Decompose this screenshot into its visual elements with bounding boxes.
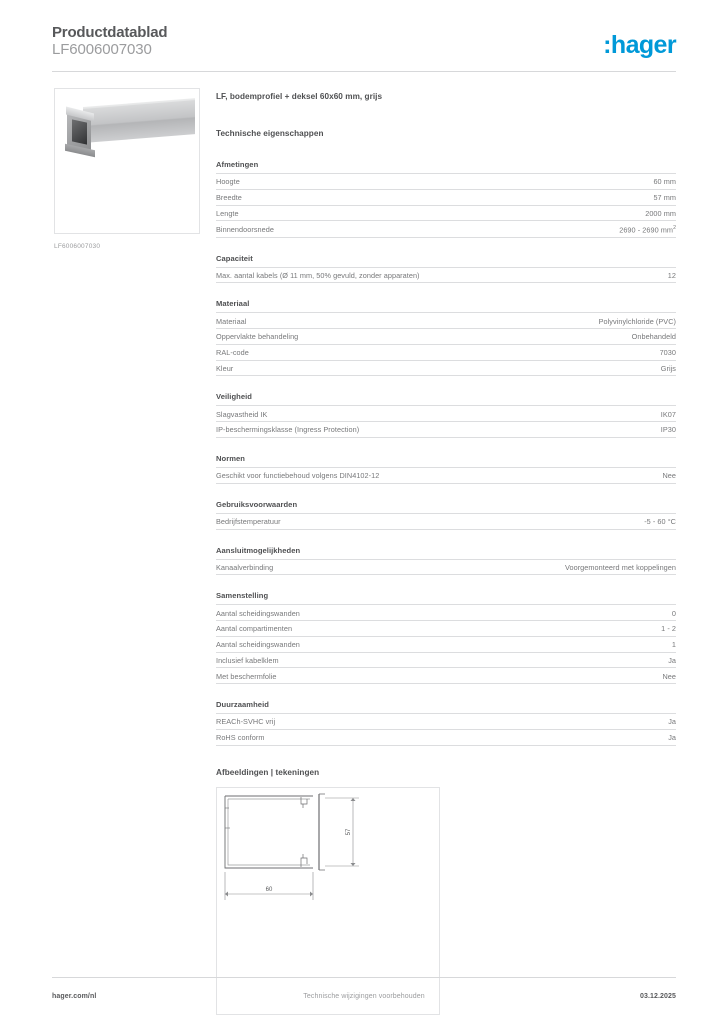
spec-value: Ja xyxy=(668,733,676,743)
spec-group-title: Materiaal xyxy=(216,299,250,309)
spec-value: Ja xyxy=(668,717,676,727)
footer-website[interactable]: hager.com/nl xyxy=(52,993,97,1000)
technical-properties-heading: Technische eigenschappen xyxy=(216,129,324,138)
spec-value-superscript: 2 xyxy=(673,224,676,231)
spec-value: -5 - 60 °C xyxy=(644,516,676,526)
trunking-profile-illustration xyxy=(61,107,195,165)
spec-label: REACh-SVHC vrij xyxy=(216,717,276,727)
spec-label: Kleur xyxy=(216,363,234,373)
spec-label: Lengte xyxy=(216,208,239,218)
spec-group-title: Normen xyxy=(216,454,245,464)
spec-row xyxy=(216,467,676,484)
spec-value: 12 xyxy=(667,270,676,280)
spec-value: IK07 xyxy=(660,409,676,419)
spec-value: 1 xyxy=(671,640,676,650)
spec-value: 57 mm xyxy=(653,192,676,202)
spec-label: Breedte xyxy=(216,192,242,202)
spec-label: Max. aantal kabels (Ø 11 mm, 50% gevuld, zonder apparaten) xyxy=(216,270,420,280)
product-photo xyxy=(54,88,200,234)
spec-group-title: Capaciteit xyxy=(216,253,253,263)
spec-row xyxy=(216,189,676,205)
spec-value: 2000 mm xyxy=(645,208,676,218)
spec-row xyxy=(216,604,676,620)
spec-row xyxy=(216,620,676,636)
spec-value: 7030 xyxy=(659,348,676,358)
spec-value: Ja xyxy=(668,655,676,665)
spec-label: Aantal scheidingswanden xyxy=(216,640,300,650)
spec-label: Oppervlakte behandeling xyxy=(216,332,299,342)
logo-wordmark: hager xyxy=(610,31,676,59)
spec-row xyxy=(216,405,676,421)
spec-row xyxy=(216,173,676,189)
spec-label: Kanaalverbinding xyxy=(216,562,274,572)
spec-group-title: Veiligheid xyxy=(216,392,252,402)
hager-logo xyxy=(603,32,676,59)
spec-label: RoHS conform xyxy=(216,733,265,743)
footer-divider xyxy=(52,977,676,978)
trunking-interior-cavity xyxy=(72,119,87,144)
spec-row xyxy=(216,312,676,328)
drawing-height-label: 57 xyxy=(346,828,352,836)
spec-value: Nee xyxy=(662,671,676,681)
spec-value: 1 - 2 xyxy=(661,624,676,634)
spec-value: 0 xyxy=(671,608,676,618)
spec-value: Polyvinylchloride (PVC) xyxy=(598,316,676,326)
technical-drawing-svg xyxy=(217,788,439,1014)
page-footer xyxy=(52,993,676,1007)
spec-group-title: Afmetingen xyxy=(216,160,259,169)
spec-group xyxy=(216,500,676,530)
spec-row xyxy=(216,344,676,360)
spec-label: Aantal compartimenten xyxy=(216,624,293,634)
spec-label: Inclusief kabelklem xyxy=(216,655,279,665)
spec-group xyxy=(216,700,676,746)
spec-group xyxy=(216,392,676,438)
product-name: LF, bodemprofiel + deksel 60x60 mm, grijs xyxy=(216,92,383,101)
spec-group-title: Aansluitmogelijkheden xyxy=(216,545,301,555)
technical-drawing xyxy=(216,787,440,1015)
spec-row xyxy=(216,636,676,652)
spec-group xyxy=(216,299,676,376)
spec-row xyxy=(216,205,676,221)
spec-group-title: Samenstelling xyxy=(216,591,269,601)
spec-label: Bedrijfstemperatuur xyxy=(216,516,281,526)
spec-label: IP-beschermingsklasse (Ingress Protection) xyxy=(216,425,360,435)
footer-disclaimer: Technische wijzigingen voorbehouden xyxy=(303,993,425,1000)
spec-row xyxy=(216,667,676,684)
spec-row xyxy=(216,713,676,729)
spec-value: Onbehandeld xyxy=(631,332,676,342)
logo-colon-mark: : xyxy=(603,31,611,59)
header-divider xyxy=(52,71,676,72)
drawing-width-label: 60 xyxy=(265,886,273,893)
spec-row xyxy=(216,328,676,344)
spec-value: Nee xyxy=(662,471,676,481)
spec-label: Aantal scheidingswanden xyxy=(216,608,300,618)
spec-label: Geschikt voor functiebehoud volgens DIN4102-12 xyxy=(216,471,380,481)
spec-row xyxy=(216,360,676,377)
spec-label: Slagvastheid IK xyxy=(216,409,268,419)
spec-row xyxy=(216,559,676,576)
spec-label: Met beschermfolie xyxy=(216,671,277,681)
spec-row xyxy=(216,267,676,284)
specifications-column xyxy=(216,92,676,1015)
footer-date: 03.12.2025 xyxy=(639,993,676,1000)
spec-label: Materiaal xyxy=(216,316,247,326)
spec-row xyxy=(216,421,676,438)
spec-label: Binnendoorsnede xyxy=(216,224,274,234)
page-title: Productdatablad xyxy=(52,24,168,41)
spec-row xyxy=(216,513,676,530)
specification-groups xyxy=(216,160,676,746)
spec-row xyxy=(216,220,676,237)
spec-row xyxy=(216,652,676,668)
spec-group xyxy=(216,454,676,484)
spec-group xyxy=(216,546,676,576)
spec-value: IP30 xyxy=(660,425,676,435)
spec-group-title: Duurzaamheid xyxy=(216,700,269,710)
page-header xyxy=(52,24,676,68)
spec-value-text: 2690 - 2690 mm xyxy=(619,224,674,234)
spec-value: Grijs xyxy=(660,363,676,373)
spec-value xyxy=(619,225,676,234)
product-image-caption: LF6006007030 xyxy=(54,243,101,250)
spec-label: RAL-code xyxy=(216,348,249,358)
product-reference: LF6006007030 xyxy=(52,41,152,58)
spec-group xyxy=(216,254,676,284)
spec-row xyxy=(216,729,676,746)
product-image-block xyxy=(54,88,202,250)
spec-label: Hoogte xyxy=(216,177,240,187)
spec-group xyxy=(216,591,676,684)
spec-value: Voorgemonteerd met koppelingen xyxy=(564,562,676,572)
spec-group-title: Gebruiksvoorwaarden xyxy=(216,499,298,509)
spec-group xyxy=(216,160,676,238)
drawings-heading: Afbeeldingen | tekeningen xyxy=(216,767,320,777)
spec-value: 60 mm xyxy=(653,177,676,187)
